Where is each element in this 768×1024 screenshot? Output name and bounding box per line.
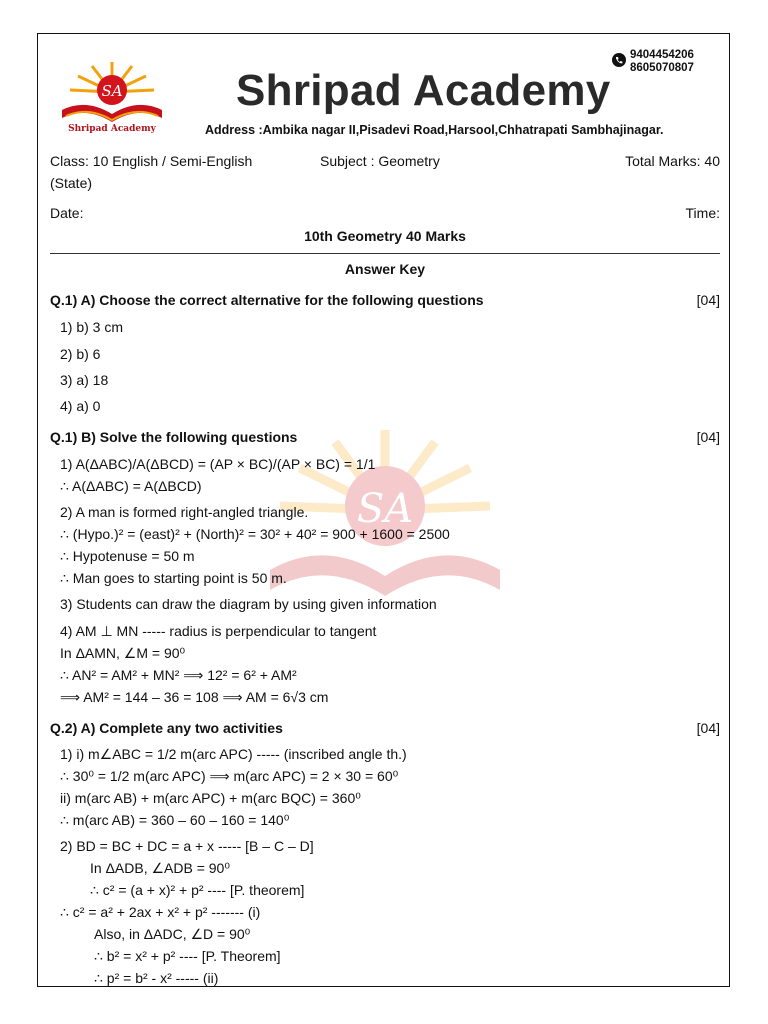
date-label: Date: xyxy=(50,205,84,221)
q1a-title: Q.1) A) Choose the correct alternative for the following questions xyxy=(50,292,484,308)
q2a-line: ∴ b² = x² + p² ---- [P. Theorem] xyxy=(94,948,281,964)
q1b-marks: [04] xyxy=(696,429,720,445)
q1b-line: ∴ A(ΔABC) = A(ΔBCD) xyxy=(60,478,202,494)
subject-label: Subject : Geometry xyxy=(320,153,440,169)
logo-caption: Shripad Academy xyxy=(68,124,156,134)
q1b-line: ⟹ AM² = 144 – 36 = 108 ⟹ AM = 6√3 cm xyxy=(60,689,329,705)
q2a-line: ∴ p² = b² - x² ----- (ii) xyxy=(94,970,219,986)
q2a-line: ∴ m(arc AB) = 360 – 60 – 160 = 140⁰ xyxy=(60,812,290,828)
academy-title: Shripad Academy xyxy=(236,66,611,115)
q1b-title: Q.1) B) Solve the following questions xyxy=(50,429,298,445)
q1a-line: 3) a) 18 xyxy=(60,372,109,388)
q1b-line: ∴ Man goes to starting point is 50 m. xyxy=(60,570,287,586)
q1b-line: ∴ Hypotenuse = 50 m xyxy=(60,548,195,564)
phone-numbers xyxy=(630,49,694,75)
q1b-line: 1) A(ΔABC)/A(ΔBCD) = (AP × BC)/(AP × BC) = 1/1 xyxy=(60,456,376,472)
q2a-title: Q.2) A) Complete any two activities xyxy=(50,720,283,736)
q2a-line: ∴ c² = (a + x)² + p² ---- [P. theorem] xyxy=(90,882,305,898)
class-label: Class: 10 English / Semi-English xyxy=(50,153,253,169)
q2a-line: 1) i) m∠ABC = 1/2 m(arc APC) ----- (inscribed angle th.) xyxy=(60,746,407,762)
phone-icon xyxy=(612,53,626,67)
q2a-line: ii) m(arc AB) + m(arc APC) + m(arc BQC) = 360⁰ xyxy=(60,790,361,806)
divider xyxy=(50,253,720,254)
q1a-line: 2) b) 6 xyxy=(60,346,101,362)
q1b-line: 4) AM ⊥ MN ----- radius is perpendicular to tangent xyxy=(60,623,377,639)
q1b-line: ∴ AN² = AM² + MN² ⟹ 12² = 6² + AM² xyxy=(60,667,297,683)
q2a-line: In ΔADB, ∠ADB = 90⁰ xyxy=(90,860,230,876)
q1a-line: 1) b) 3 cm xyxy=(60,319,124,335)
q1b-line: In ΔAMN, ∠M = 90⁰ xyxy=(60,645,186,661)
svg-text:SA: SA xyxy=(101,82,123,100)
q1b-line: ∴ (Hypo.)² = (east)² + (North)² = 30² + 40² = 900 + 1600 = 2500 xyxy=(60,526,450,542)
address: Address :Ambika nagar II,Pisadevi Road,Harsool,Chhatrapati Sambhajinagar. xyxy=(205,123,664,137)
answer-key-heading: Answer Key xyxy=(344,261,426,277)
time-label: Time: xyxy=(685,205,720,221)
phone-1: 9404454206 xyxy=(630,49,694,61)
q1a-marks: [04] xyxy=(696,292,720,308)
q2a-line: Also, in ΔADC, ∠D = 90⁰ xyxy=(94,926,251,942)
q2a-line: ∴ c² = a² + 2ax + x² + p² ------- (i) xyxy=(60,904,261,920)
q2a-line: 2) BD = BC + DC = a + x ----- [B – C – D] xyxy=(60,838,314,854)
total-marks: Total Marks: 40 xyxy=(625,153,720,169)
q1b-line: 2) A man is formed right-angled triangle. xyxy=(60,504,309,520)
paper-title: 10th Geometry 40 Marks xyxy=(304,228,466,244)
q2a-marks: [04] xyxy=(696,720,720,736)
q1b-line: 3) Students can draw the diagram by using given information xyxy=(60,596,437,612)
phone-2: 8605070807 xyxy=(630,62,694,74)
q1a-line: 4) a) 0 xyxy=(60,398,101,414)
class-label-state: (State) xyxy=(50,175,93,191)
svg-text:SA: SA xyxy=(356,486,414,532)
q2a-line: ∴ 30⁰ = 1/2 m(arc APC) ⟹ m(arc APC) = 2 × 30 = 60⁰ xyxy=(60,768,399,784)
